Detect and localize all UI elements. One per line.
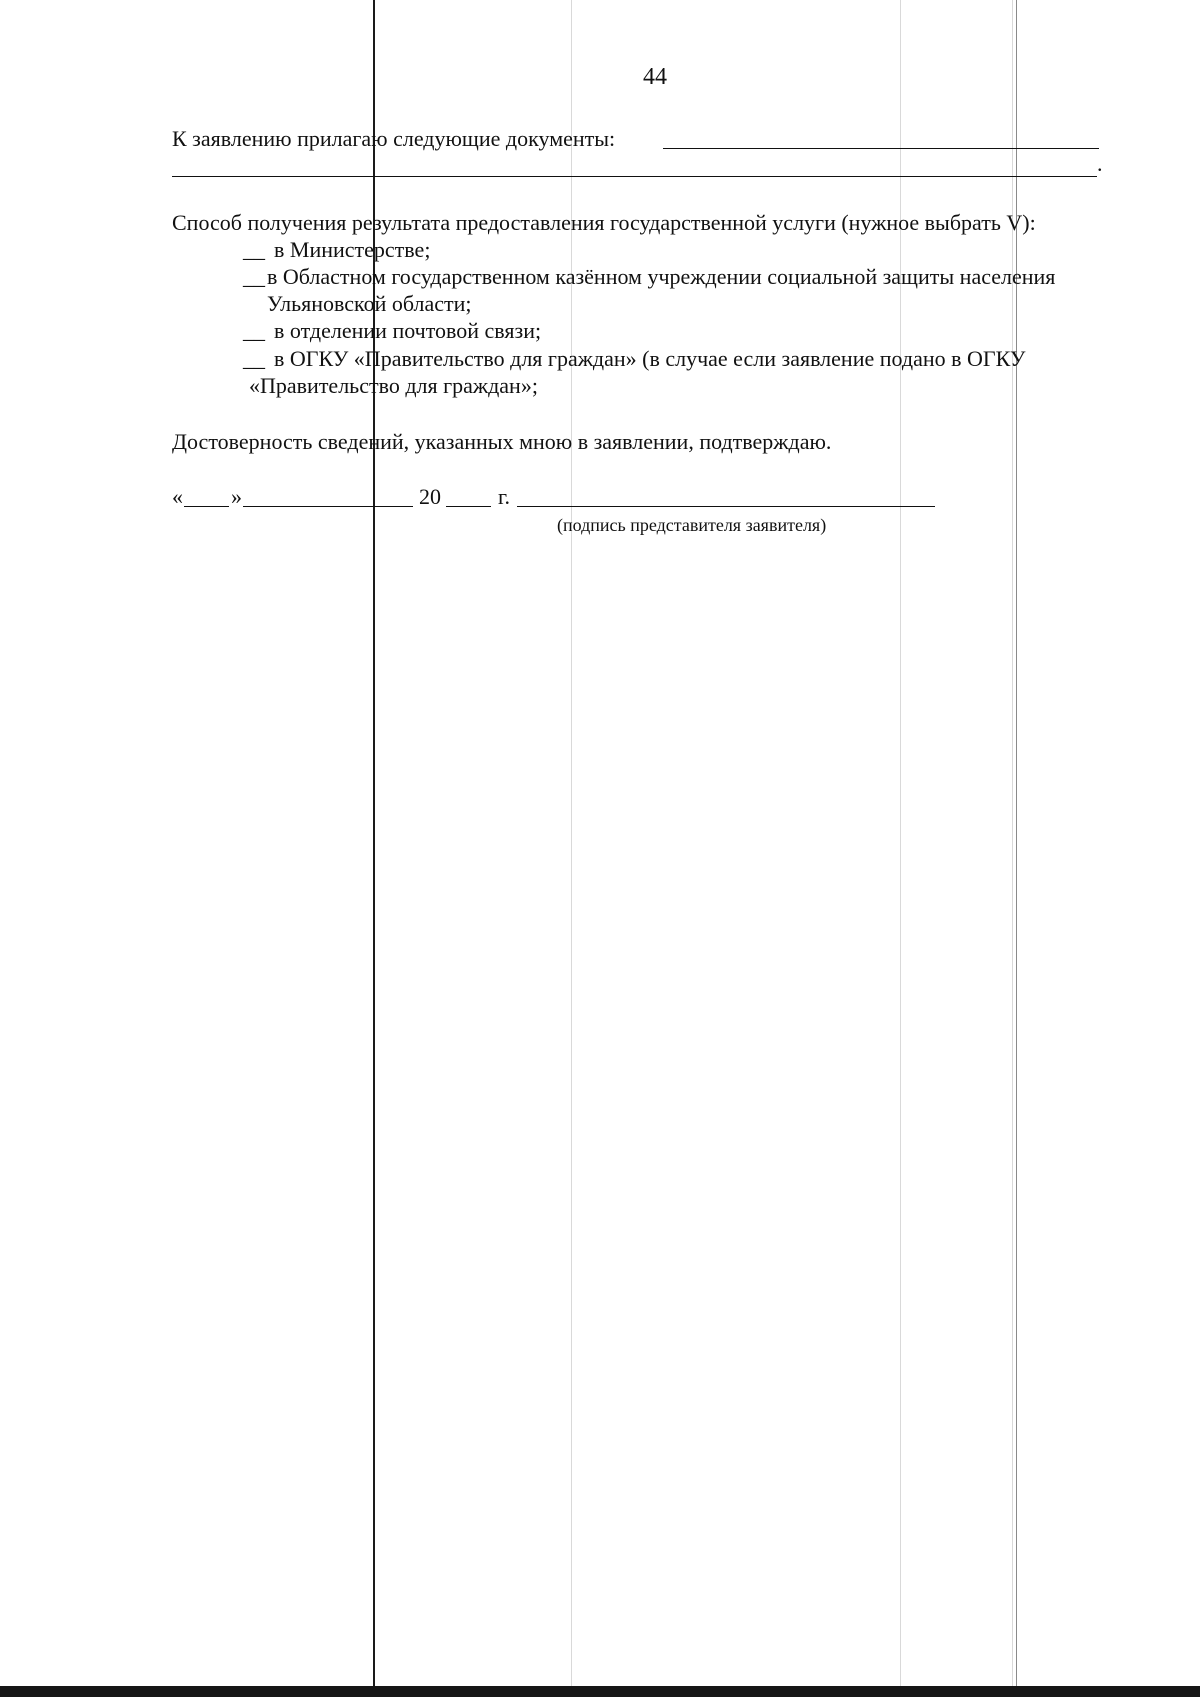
date-year-line [446, 506, 491, 507]
attachments-fill-line [663, 148, 1099, 149]
delivery-option-government-center: в ОГКУ «Правительство для граждан» (в случае если заявление подано в ОГКУ [274, 346, 1026, 371]
delivery-option-continuation: «Правительство для граждан»; [249, 373, 538, 398]
scan-artifact-line [571, 0, 572, 1697]
date-year-prefix: 20 [419, 484, 441, 509]
confirmation-statement: Достоверность сведений, указанных мною в заявлении, подтверждаю. [172, 429, 832, 454]
date-quote-open: « [172, 484, 183, 509]
scan-artifact-line [1012, 0, 1013, 1697]
signature-line [517, 506, 935, 507]
delivery-option-blank: __ [243, 346, 265, 371]
delivery-option-blank: __ [243, 237, 265, 262]
signature-caption: (подпись представителя заявителя) [557, 515, 827, 535]
date-year-suffix: г. [498, 484, 511, 509]
delivery-option-blank: __ [243, 318, 265, 343]
scan-artifact-line [900, 0, 901, 1697]
page-number: 44 [643, 64, 667, 90]
scan-artifact-line [1016, 0, 1017, 1697]
delivery-option-continuation: Ульяновской области; [267, 291, 472, 316]
attachments-end-mark: . [1097, 151, 1103, 176]
scan-bottom-edge [0, 1686, 1200, 1697]
delivery-option-social-institution: в Областном государственном казённом учреждении социальной защиты населения [267, 264, 1056, 289]
date-day-line [184, 506, 229, 507]
delivery-option-blank: __ [243, 264, 265, 289]
date-month-line [243, 506, 413, 507]
delivery-heading: Способ получения результата предоставления государственной услуги (нужное выбрать V): [172, 210, 1036, 235]
delivery-option-post-office: в отделении почтовой связи; [274, 318, 542, 343]
date-quote-close: » [231, 484, 242, 509]
attachments-label: К заявлению прилагаю следующие документы: [172, 126, 616, 151]
delivery-option-ministry: в Министерстве; [274, 237, 431, 262]
attachments-fill-line-2 [172, 176, 1097, 177]
